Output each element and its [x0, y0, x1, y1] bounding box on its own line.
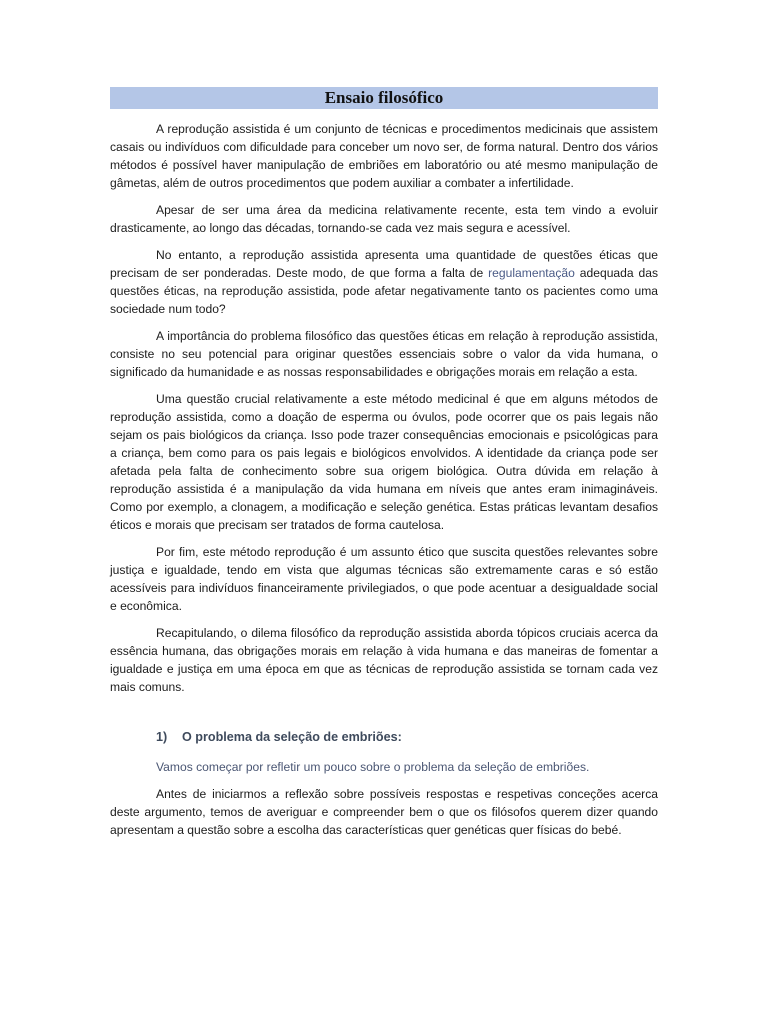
paragraph-parenthood: Uma questão crucial relativamente a este método medicinal é que em alguns métodos de reprodução assistida, como a doação de esperma ou óvulos, pode ocorrer que os pais legais não sejam os pais biológicos da criança. Isso pode trazer consequências emocionais e psicológicas para a criança, bem como para os pais legais e biológicos envolvidos. A identidade da criança pode ser afetada pela falta de conhecimento sobre sua origem biológica. Outra dúvida em relação à reprodução assistida é a manipulação da vida humana em níveis que antes eram inimagináveis. Como por exemplo, a clonagem, a modificação e seleção genética. Estas práticas levantam desafios éticos e morais que precisam ser tratados de forma cautelosa. — [110, 392, 658, 532]
paragraph-research-question-start: No entanto, a reprodução assistida apresenta uma quantidade de questões éticas que precisam de ser ponderadas. Deste modo, de que forma a falta de — [110, 248, 658, 280]
paragraph-research-question-end: adequada das questões éticas, na reprodução assistida, pode afetar negativamente tanto os pacientes como uma sociedade num todo? — [110, 266, 658, 316]
document-title: Ensaio filosófico — [110, 87, 658, 109]
document-page — [110, 87, 658, 848]
section-body: Antes de iniciarmos a reflexão sobre possíveis respostas e respetivas conceções acerca deste argumento, temos de averiguar e compreender bem o que os filósofos querem dizer quando apresentam a questão sobre a escolha das características quer genéticas quer físicas do bebé. — [110, 787, 658, 837]
paragraph-importance: A importância do problema filosófico das questões éticas em relação à reprodução assistida, consiste no seu potencial para originar questões essenciais sobre o valor da vida humana, o significado da humanidade e as nossas responsabilidades e obrigações morais em relação a esta. — [110, 329, 658, 379]
paragraph-research-question — [110, 246, 658, 318]
section-number: 1) — [156, 730, 168, 744]
section-intro: Vamos começar por refletir um pouco sobre o problema da seleção de embriões. — [156, 760, 590, 774]
regulamentacao-link[interactable]: regulamentação — [488, 266, 575, 280]
section-heading — [110, 728, 658, 746]
paragraph-intro: A reprodução assistida é um conjunto de técnicas e procedimentos medicinais que assistem casais ou indivíduos com dificuldade para conceber um novo ser, de forma natural. Dentro dos vários métodos é possível haver manipulação de embriões em laboratório ou até mesmo manipulação de gâmetas, além de outros procedimentos que podem auxiliar a combater a infertilidade. — [110, 122, 658, 190]
section-title: O problema da seleção de embriões: — [182, 730, 402, 744]
paragraph-justice: Por fim, este método reprodução é um assunto ético que suscita questões relevantes sobre justiça e igualdade, tendo em vista que algumas técnicas são extremamente caras e só estão acessíveis para indivíduos financeiramente privilegiados, o que pode acentuar a desigualdade social e econômica. — [110, 545, 658, 613]
paragraph-evolution: Apesar de ser uma área da medicina relativamente recente, esta tem vindo a evoluir drasticamente, ao longo das décadas, tornando-se cada vez mais segura e acessível. — [110, 203, 658, 235]
paragraph-summary: Recapitulando, o dilema filosófico da reprodução assistida aborda tópicos cruciais acerca da essência humana, das obrigações morais em relação à vida humana e das maneiras de fomentar a igualdade e justiça em uma época em que as técnicas de reprodução assistida se tornam cada vez mais comuns. — [110, 626, 658, 694]
